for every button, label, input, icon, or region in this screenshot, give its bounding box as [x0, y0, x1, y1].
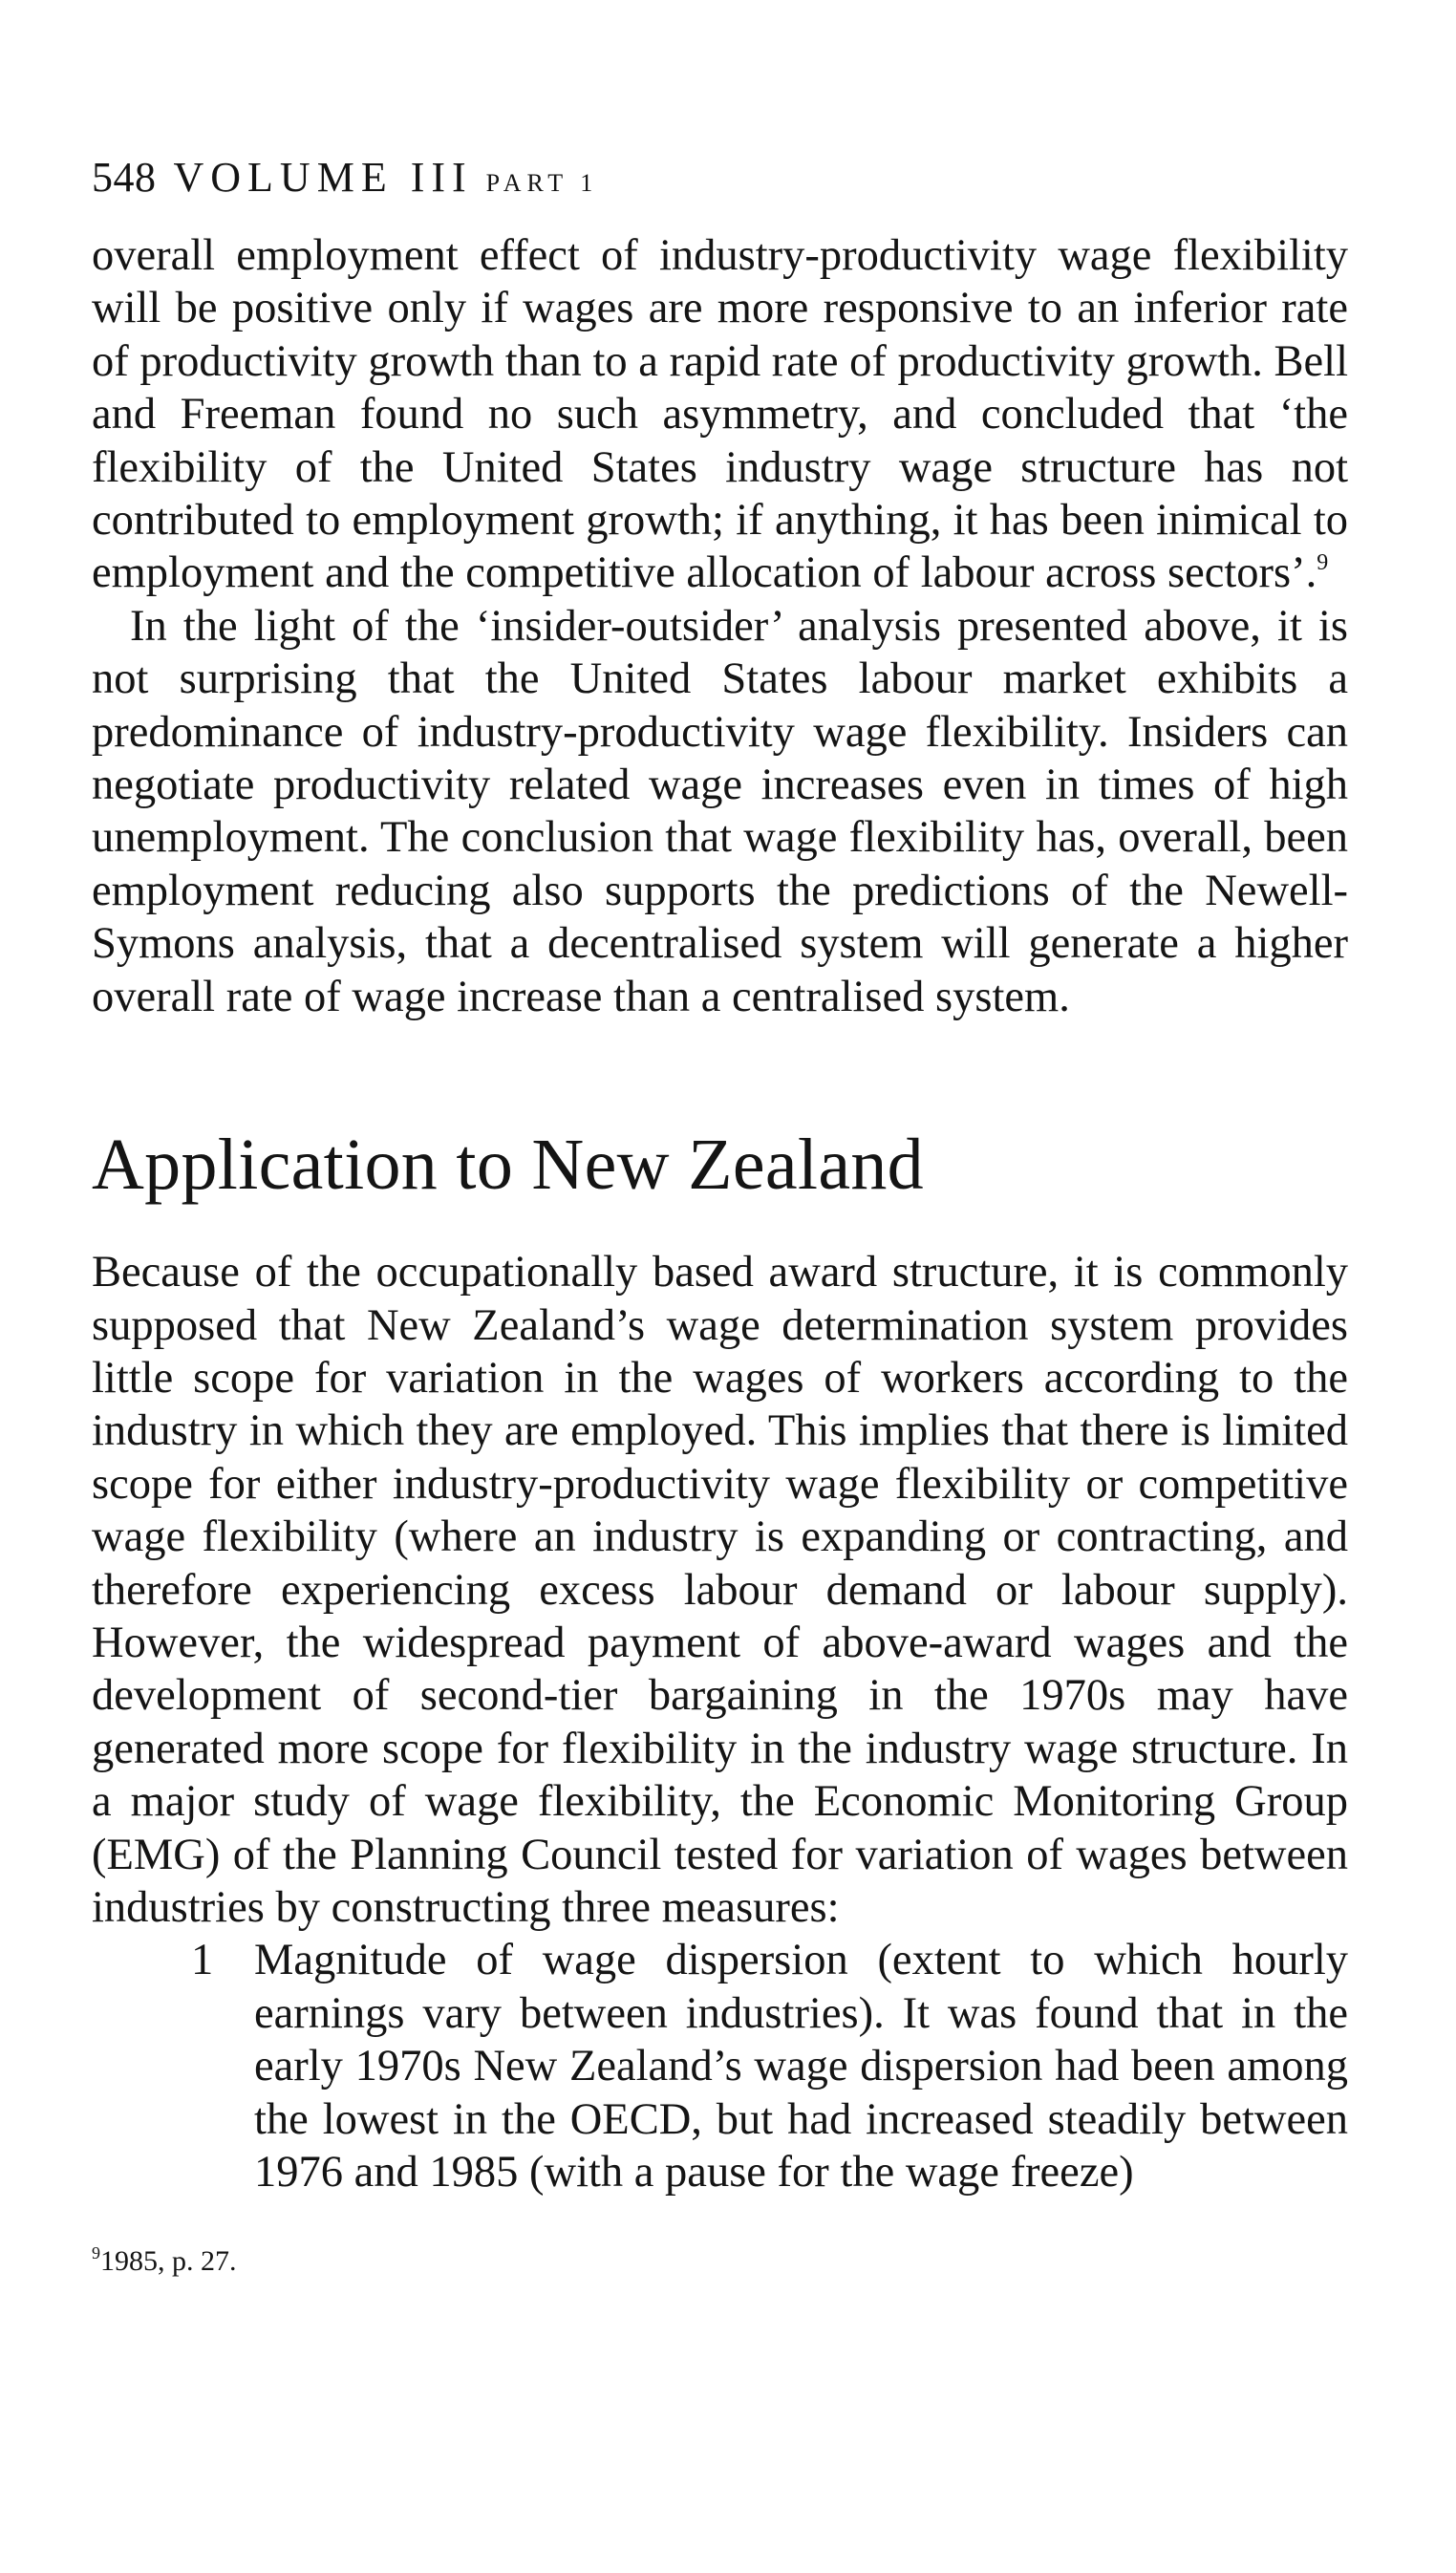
body-paragraph-1: overall employment effect of industry-productivity wage flexibility will be positive only if wages are more responsive to an inferior rate of productivity growth than to a rapid rate of productivity growth. Bell and Freeman found no such asymmetry, and concluded that ‘the flexibility of the United States industry wage structure has not contributed to employment growth; if anything, it has been inimical to employment and the competitive allocation of labour across sectors’.$^9$: [92, 231, 1348, 598]
page-number: 548: [92, 154, 157, 201]
part-label: PART 1: [485, 169, 599, 197]
list-item-number: 1: [191, 1936, 214, 1985]
body-paragraph-2: In the light of the ‘insider-outsider’ analysis presented above, it is not surprising that the United States labour market exhibits a predominance of industry-productivity wage flexibility. Insiders can negotiate productivity related wage increases even in times of high unemployment. The conclusion that wage flexibility has, overall, been employment reducing also supports the predictions of the Newell-Symons analysis, that a decentralised system will generate a higher overall rate of wage increase than a centralised system.: [92, 601, 1348, 1021]
section-paragraph: Because of the occupationally based award structure, it is commonly supposed that New Zealand’s wage determination system provides little scope for variation in the wages of workers according to the industry in which they are employed. This implies that there is limited scope for either industry-productivity wage flexibility or competitive wage flexibility (where an industry is expanding or contracting, and therefore experiencing excess labour demand or labour supply). However, the widespread payment of above-award wages and the development of second-tier bargaining in the 1970s may have generated more scope for flexibility in the industry wage structure. In a major study of wage flexibility, the Economic Monitoring Group (EMG) of the Planning Council tested for variation of wages between industries by constructing three measures:: [92, 1248, 1348, 1932]
page: [92, 153, 1348, 2279]
footnote-mark: 9: [92, 2243, 100, 2263]
numbered-list-item: [92, 1934, 1348, 2198]
footnote-text: 1985, p. 27.: [100, 2245, 237, 2278]
volume-label: VOLUME III: [173, 154, 473, 201]
list-item-text: Magnitude of wage dispersion (extent to which hourly earnings vary between industries). It was found that in the early 1970s New Zealand’s wage dispersion had been among the lowest in the OECD, but had increased steadily between 1976 and 1985 (with a pause for the wage freeze): [254, 1936, 1348, 2197]
running-head: [92, 153, 1348, 208]
footnote: [92, 2244, 1348, 2279]
footnote-reference: 9: [1317, 550, 1329, 576]
section-heading: Application to New Zealand: [92, 1125, 924, 1206]
